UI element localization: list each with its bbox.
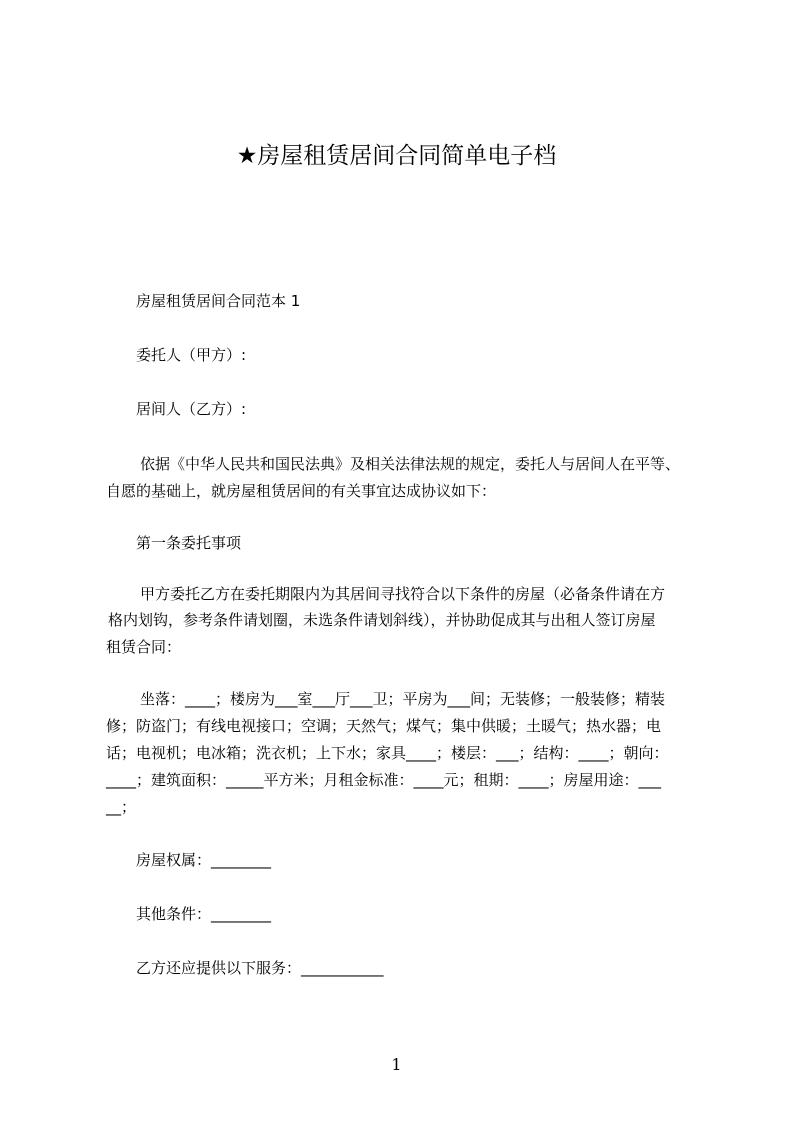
page-number: 1: [391, 1055, 402, 1074]
conditions-line: __；: [106, 798, 137, 816]
client-party-line: 委托人（甲方）:: [136, 346, 247, 364]
intro-line: 自愿的基础上，就房屋租赁居间的有关事宜达成协议如下：: [106, 482, 497, 500]
conditions-line: ____；建筑面积：_____平方米；月租金标准：____元；租期：____；房屋用途：___: [106, 771, 662, 789]
broker-party-line: 居间人（乙方）:: [136, 400, 247, 418]
services-line: 乙方还应提供以下服务：___________: [136, 959, 384, 977]
ownership-line: 房屋权属：________: [136, 851, 272, 869]
article-1-line: 甲方委托乙方在委托期限内为其居间寻找符合以下条件的房屋（必备条件请在方: [140, 585, 666, 603]
article-1-line: 格内划钩，参考条件请划圈，未选条件请划斜线），并协助促成其与出租人签订房屋: [108, 611, 656, 629]
sample-heading: 房屋租赁居间合同范本 1: [136, 292, 301, 310]
conditions-line: 坐落：____；楼房为___室___厅___卫；平房为___间；无装修；一般装修；精装: [140, 690, 666, 708]
conditions-line: 话；电视机；电冰箱；洗衣机；上下水；家具____；楼层：___；结构：____；朝向：: [106, 744, 669, 762]
other-conditions-line: 其他条件：________: [136, 905, 272, 923]
conditions-line: 修；防盗门；有线电视接口；空调；天然气；煤气；集中供暖；土暖气；热水器；电: [106, 717, 662, 735]
article-1-line: 租赁合同：: [106, 638, 182, 656]
intro-line: 依据《中华人民共和国民法典》及相关法律法规的规定，委托人与居间人在平等、: [140, 455, 681, 473]
document-title: ★房屋租赁居间合同简单电子档: [236, 143, 557, 169]
article-1-title: 第一条委托事项: [136, 534, 242, 552]
